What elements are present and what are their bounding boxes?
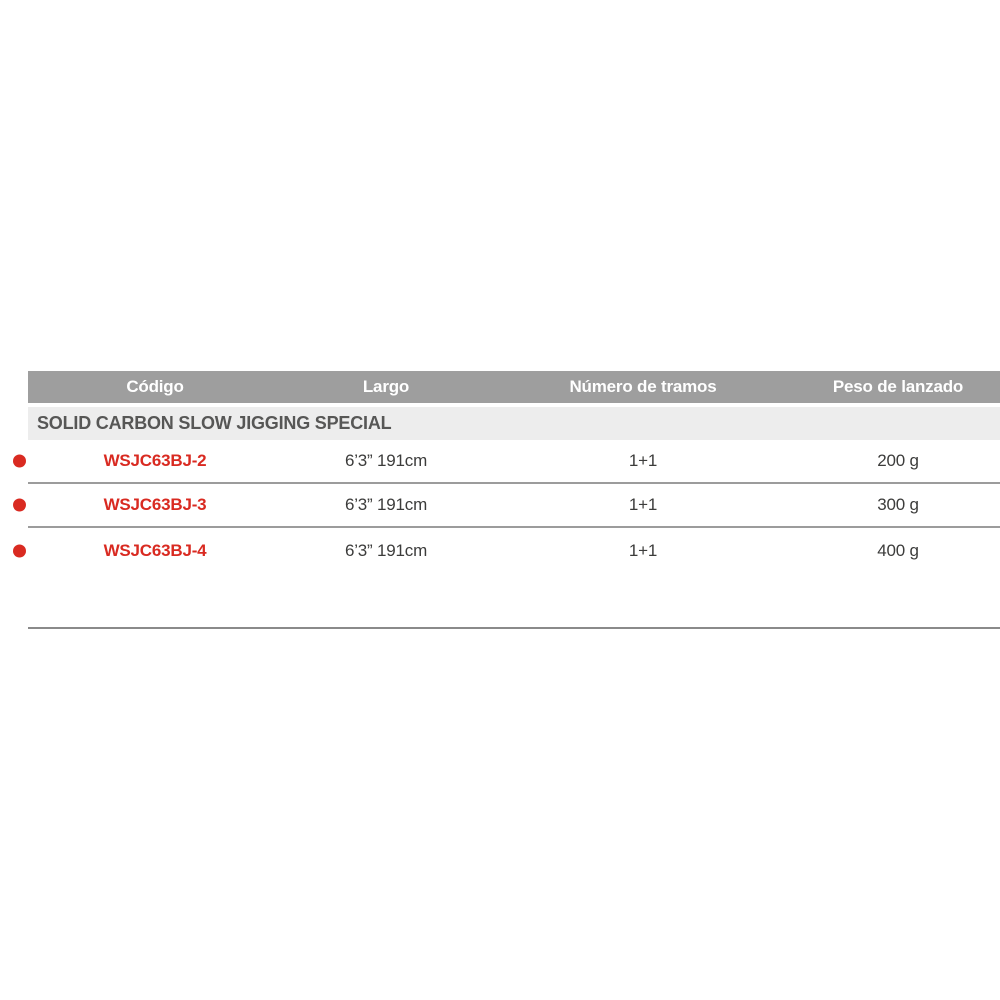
cell-peso: 200 g bbox=[877, 451, 919, 470]
red-dot-icon bbox=[13, 455, 26, 468]
col-header-codigo: Código bbox=[126, 377, 184, 396]
red-dot-icon bbox=[13, 499, 26, 512]
col-header-tramos: Número de tramos bbox=[569, 377, 717, 396]
cell-tramos: 1+1 bbox=[628, 541, 658, 560]
cell-codigo: WSJC63BJ-2 bbox=[103, 451, 207, 470]
cell-largo: 6’3” 191cm bbox=[344, 495, 428, 514]
cell-largo: 6’3” 191cm bbox=[344, 451, 428, 470]
bottom-divider bbox=[28, 627, 1000, 629]
table-row bbox=[28, 484, 1000, 528]
cell-codigo: WSJC63BJ-4 bbox=[103, 541, 207, 560]
col-header-peso: Peso de lanzado bbox=[832, 377, 964, 396]
cell-tramos: 1+1 bbox=[628, 495, 658, 514]
table-row bbox=[28, 440, 1000, 484]
cell-peso: 300 g bbox=[877, 495, 919, 514]
red-dot-icon bbox=[13, 545, 26, 558]
cell-tramos: 1+1 bbox=[628, 451, 658, 470]
group-title-row: SOLID CARBON SLOW JIGGING SPECIAL bbox=[28, 407, 1000, 440]
table-header-row bbox=[28, 371, 1000, 403]
cell-peso: 400 g bbox=[877, 541, 919, 560]
cell-codigo: WSJC63BJ-3 bbox=[103, 495, 207, 514]
cell-largo: 6’3” 191cm bbox=[344, 541, 428, 560]
spec-table bbox=[28, 371, 1000, 574]
table-row bbox=[28, 528, 1000, 574]
col-header-largo: Largo bbox=[362, 377, 410, 396]
